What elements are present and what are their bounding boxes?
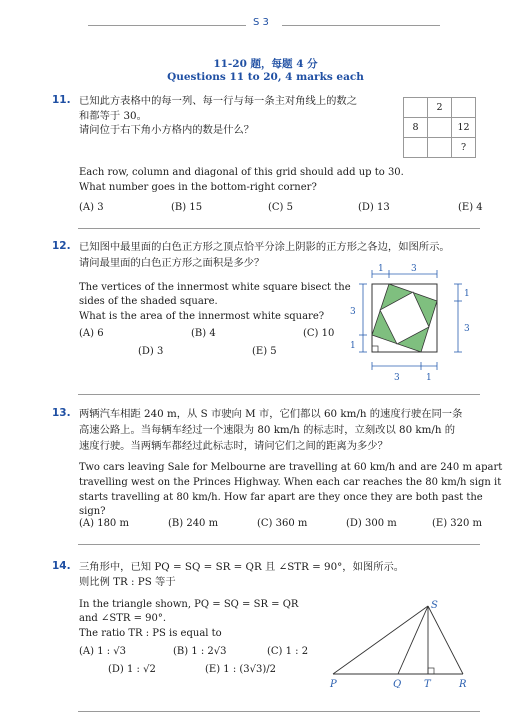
q14-option-c[interactable]: (C) 1 : 2 xyxy=(267,646,309,657)
q11-option-b[interactable]: (B) 15 xyxy=(171,202,203,213)
grid-cell xyxy=(428,118,452,138)
q11-option-e[interactable]: (E) 4 xyxy=(458,202,483,213)
q12-option-c[interactable]: (C) 10 xyxy=(303,328,335,339)
vertex-label-T: T xyxy=(424,679,431,688)
divider xyxy=(78,228,480,229)
q13-number: 13. xyxy=(52,407,71,419)
q12-option-d[interactable]: (D) 3 xyxy=(138,346,164,357)
q11-option-c[interactable]: (C) 5 xyxy=(268,202,293,213)
vertex-label-S: S xyxy=(431,600,438,611)
q14-option-b[interactable]: (B) 1 : 2√3 xyxy=(173,646,227,657)
label-top-3: 3 xyxy=(411,264,417,274)
q11-text-cn-3: 请问位于右下角小方格内的数是什么？ xyxy=(79,124,255,136)
q13-text-cn-3: 速度行驶。当两辆车都经过此标志时，请问它们之间的距离为多少？ xyxy=(79,440,388,452)
q12-option-a[interactable]: (A) 6 xyxy=(79,328,104,339)
vertex-label-Q: Q xyxy=(393,679,402,688)
q12-text-en-2: sides of the shaded square. xyxy=(79,296,218,307)
q12-text-cn-1: 已知图中最里面的白色正方形之顶点恰平分涂上阴影的正方形之各边，如图所示。 xyxy=(79,241,450,253)
q12-text-en-1: The vertices of the innermost white square bisect the xyxy=(79,282,351,293)
label-left-3: 3 xyxy=(350,307,356,317)
divider xyxy=(78,711,480,712)
q12-option-b[interactable]: (B) 4 xyxy=(191,328,216,339)
q13-option-c[interactable]: (C) 360 m xyxy=(257,518,308,529)
q14-triangle-diagram xyxy=(325,596,475,688)
q11-text-en-2: What number goes in the bottom-right corner? xyxy=(79,182,317,193)
header-rule-left xyxy=(88,25,246,26)
label-bottom-3: 3 xyxy=(394,373,400,383)
q14-text-cn-1: 三角形中，已知 PQ = SQ = SR = QR 且 ∠STR = 90°，如图所示。 xyxy=(79,561,405,573)
q13-text-en-3: starts travelling at 80 km/h. How far apart are they once they are both past the xyxy=(79,492,483,503)
q11-option-a[interactable]: (A) 3 xyxy=(79,202,104,213)
q14-option-e[interactable]: (E) 1 : (3√3)/2 xyxy=(205,664,277,675)
q12-text-cn-2: 请问最里面的白色正方形之面积是多少？ xyxy=(79,257,265,269)
label-left-1: 1 xyxy=(350,341,356,351)
header-rule-right xyxy=(282,25,440,26)
segment-PS xyxy=(333,606,428,674)
label-right-1: 1 xyxy=(464,289,470,299)
q14-text-en-1: In the triangle shown, PQ = SQ = SR = QR xyxy=(79,599,299,610)
grid-cell: ? xyxy=(452,138,476,158)
divider xyxy=(78,544,480,545)
right-angle-marker xyxy=(428,668,434,674)
q12-text-en-3: What is the area of the innermost white square? xyxy=(79,311,325,322)
q11-text-cn-1: 已知此方表格中的每一列、每一行与每一条主对角线上的数之 xyxy=(79,95,358,107)
q14-text-en-2: and ∠STR = 90°. xyxy=(79,613,167,624)
grid-cell xyxy=(404,98,428,118)
q14-number: 14. xyxy=(52,560,71,572)
q14-text-cn-2: 则比例 TR : PS 等于 xyxy=(79,576,176,588)
q11-number: 11. xyxy=(52,94,71,106)
label-bottom-1: 1 xyxy=(426,373,432,383)
q13-text-en-1: Two cars leaving Sale for Melbourne are travelling at 60 km/h and are 240 m apart xyxy=(79,462,503,473)
grid-cell xyxy=(404,138,428,158)
q14-option-a[interactable]: (A) 1 : √3 xyxy=(79,646,127,657)
grid-cell: 2 xyxy=(428,98,452,118)
vertex-label-R: R xyxy=(459,679,467,688)
divider xyxy=(78,394,480,395)
q11-option-d[interactable]: (D) 13 xyxy=(358,202,390,213)
q13-option-a[interactable]: (A) 180 m xyxy=(79,518,129,529)
q11-magic-grid xyxy=(403,97,476,158)
label-right-3: 3 xyxy=(464,324,470,334)
q11-text-cn-2: 和都等于 30。 xyxy=(79,110,147,122)
q13-text-cn-1: 两辆汽车相距 240 m，从 S 市驶向 M 市，它们都以 60 km/h 的速度行驶在同一条 xyxy=(79,408,463,420)
q11-text-en-1: Each row, column and diagonal of this grid should add up to 30. xyxy=(79,167,404,178)
q13-option-d[interactable]: (D) 300 m xyxy=(346,518,397,529)
q14-option-d[interactable]: (D) 1 : √2 xyxy=(108,664,156,675)
grid-cell: 12 xyxy=(452,118,476,138)
section-title-en: Questions 11 to 20, 4 marks each xyxy=(167,71,364,83)
section-title-cn: 11-20 题，每题 4 分 xyxy=(213,58,318,70)
page-number: S 3 xyxy=(253,17,269,28)
q12-squares-diagram xyxy=(340,262,490,387)
grid-cell xyxy=(428,138,452,158)
label-top-1: 1 xyxy=(378,264,384,274)
q14-text-en-3: The ratio TR : PS is equal to xyxy=(79,628,222,639)
segment-RS xyxy=(428,606,463,674)
q13-option-b[interactable]: (B) 240 m xyxy=(168,518,219,529)
q12-option-e[interactable]: (E) 5 xyxy=(252,346,277,357)
q12-number: 12. xyxy=(52,240,71,252)
q13-text-en-4: sign? xyxy=(79,506,106,517)
vertex-label-P: P xyxy=(330,679,337,688)
grid-cell: 8 xyxy=(404,118,428,138)
q13-option-e[interactable]: (E) 320 m xyxy=(432,518,483,529)
q13-text-en-2: travelling west on the Princes Highway. When each car reaches the 80 km/h sign it xyxy=(79,477,502,488)
q13-text-cn-2: 高速公路上。当每辆车经过一个速限为 80 km/h 的标志时，立刻改以 80 km/h 的 xyxy=(79,424,456,436)
grid-cell xyxy=(452,98,476,118)
